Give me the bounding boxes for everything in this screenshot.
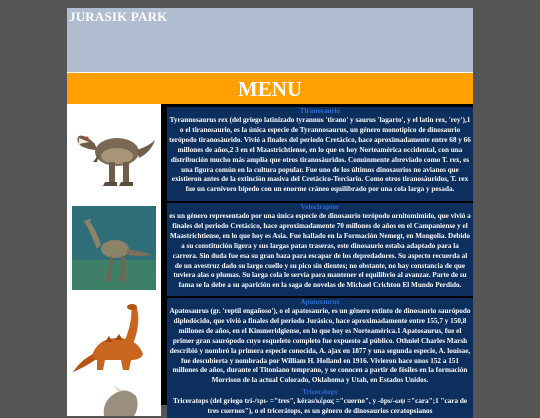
section-title[interactable]: Tiranosaurio	[299, 107, 341, 115]
menu-button[interactable]: MENU	[67, 72, 473, 105]
section-text: Triceratops (del griego tri-/τρι- ="tres", kéras/κέρας ="cuerno", y -ōps/-ωψ ="cara";1 "cara de tres cuernos"), o el tricerátops, es un género de dinosaurios ceratopsianos	[172, 397, 468, 415]
raptor-section	[167, 203, 473, 296]
section-title[interactable]: Triceratops	[302, 388, 338, 396]
apatosaurus-illustration	[71, 298, 157, 384]
apatosaurus-image	[67, 296, 161, 386]
section-text: Apatosaurus (gr. 'reptil engañoso'), o el apatosaurio, es un género extinto de dinosaurio saurópodo diplodócido, que vivió a finales del periodo Jurásico, hace aproximadamente entre 155,7 y 150,8 millones de años, en el Kimmeridgiense, en lo que hoy es Norteamérica.1 Apatosaurus, fue el primer gran saurópodo cuyo esqueleto completo fue expuesto al público. Othniel Charles Marsh describió y nombró la primera especie conocida, A. ajax en 1877 y una segunda especie, A. louisae, fue descubierta y nombrada por William H. Holland en 1916. Vivieron hace unos 152 a 151 millones de años, durante el Titoniano temprano, y se conocen a partir de fósiles en la formación Morrison de la actual Colorado, Oklahoma y Utah, en Estados Unidos.	[169, 307, 471, 385]
triceratops-illustration	[84, 386, 144, 416]
content-area	[67, 104, 473, 415]
triceratops-image	[67, 386, 161, 416]
tyrannosaurus-image	[67, 104, 161, 200]
tyrannosaurus-illustration	[71, 112, 157, 192]
site-header	[67, 8, 473, 72]
page	[67, 8, 473, 415]
triceratops-section	[167, 388, 473, 418]
section-title[interactable]: Velociraptor	[300, 203, 340, 211]
tyrannosaurus-section	[167, 107, 473, 201]
site-title: JURASIK PARK	[69, 9, 168, 24]
section-title[interactable]: Apatosaurus	[300, 298, 340, 306]
raptor-image	[67, 200, 161, 296]
apatosaurus-section	[167, 298, 473, 390]
section-text: es un género representado por una única especie de dinosaurio terópodo ornitomimido, que vivió a finales del periodo Cretácico, hace aproximadamente 70 millones de años en el Campaniense y el Maastrichtiense, en lo que hoy es Asia. Fue hallado en la Formación Nemegt, en Mongolia. Debido a su constitución ligera y sus largas patas traseras, este dinosaurio estaba adaptado para la carrera. Sin duda fue esa su gran baza para escapar de los depredadores. Su aspecto recuerda al de un avestruz dado su largo cuello y su pico sin dientes; no obstante, no hay constancia de que tuviera alas o plumas. Su larga cola le servía para mantener el equilibrio al avanzar. Parte de su fama se la debe a su aparición en la saga de novelas de Michael Crichton El Mundo Perdido.	[169, 212, 471, 290]
section-text: Tyrannosaurus rex (del griego latinizado tyrannus 'tirano' y saurus 'lagarto', y el latin rex, 'rey'),1 o el tiranosaurio, es la única especie de Tyrannosaurus, un género monotípico de dinosaurio terópodo tiranosáurido. Vivió a finales del periodo Cretácico, hace aproximadamente entre 68 y 66 millones de años,2 3 en el Maastrichtiense, en lo que es hoy Norteamérica occidental, con una distribución mucho más amplia que otros tiranosáuridos. Comúnmente abreviado como T. rex, es una figura común en la cultura popular. Fue uno de los últimos dinosaurios no avianos que existieron antes de la extinción masiva del Cretácico-Terciario. Como otros tiranosáuridos, T. rex fue un carnívoro bípedo con un enorme cráneo equilibrado por una cola larga y pesada.	[169, 116, 471, 194]
raptor-illustration	[71, 205, 157, 291]
